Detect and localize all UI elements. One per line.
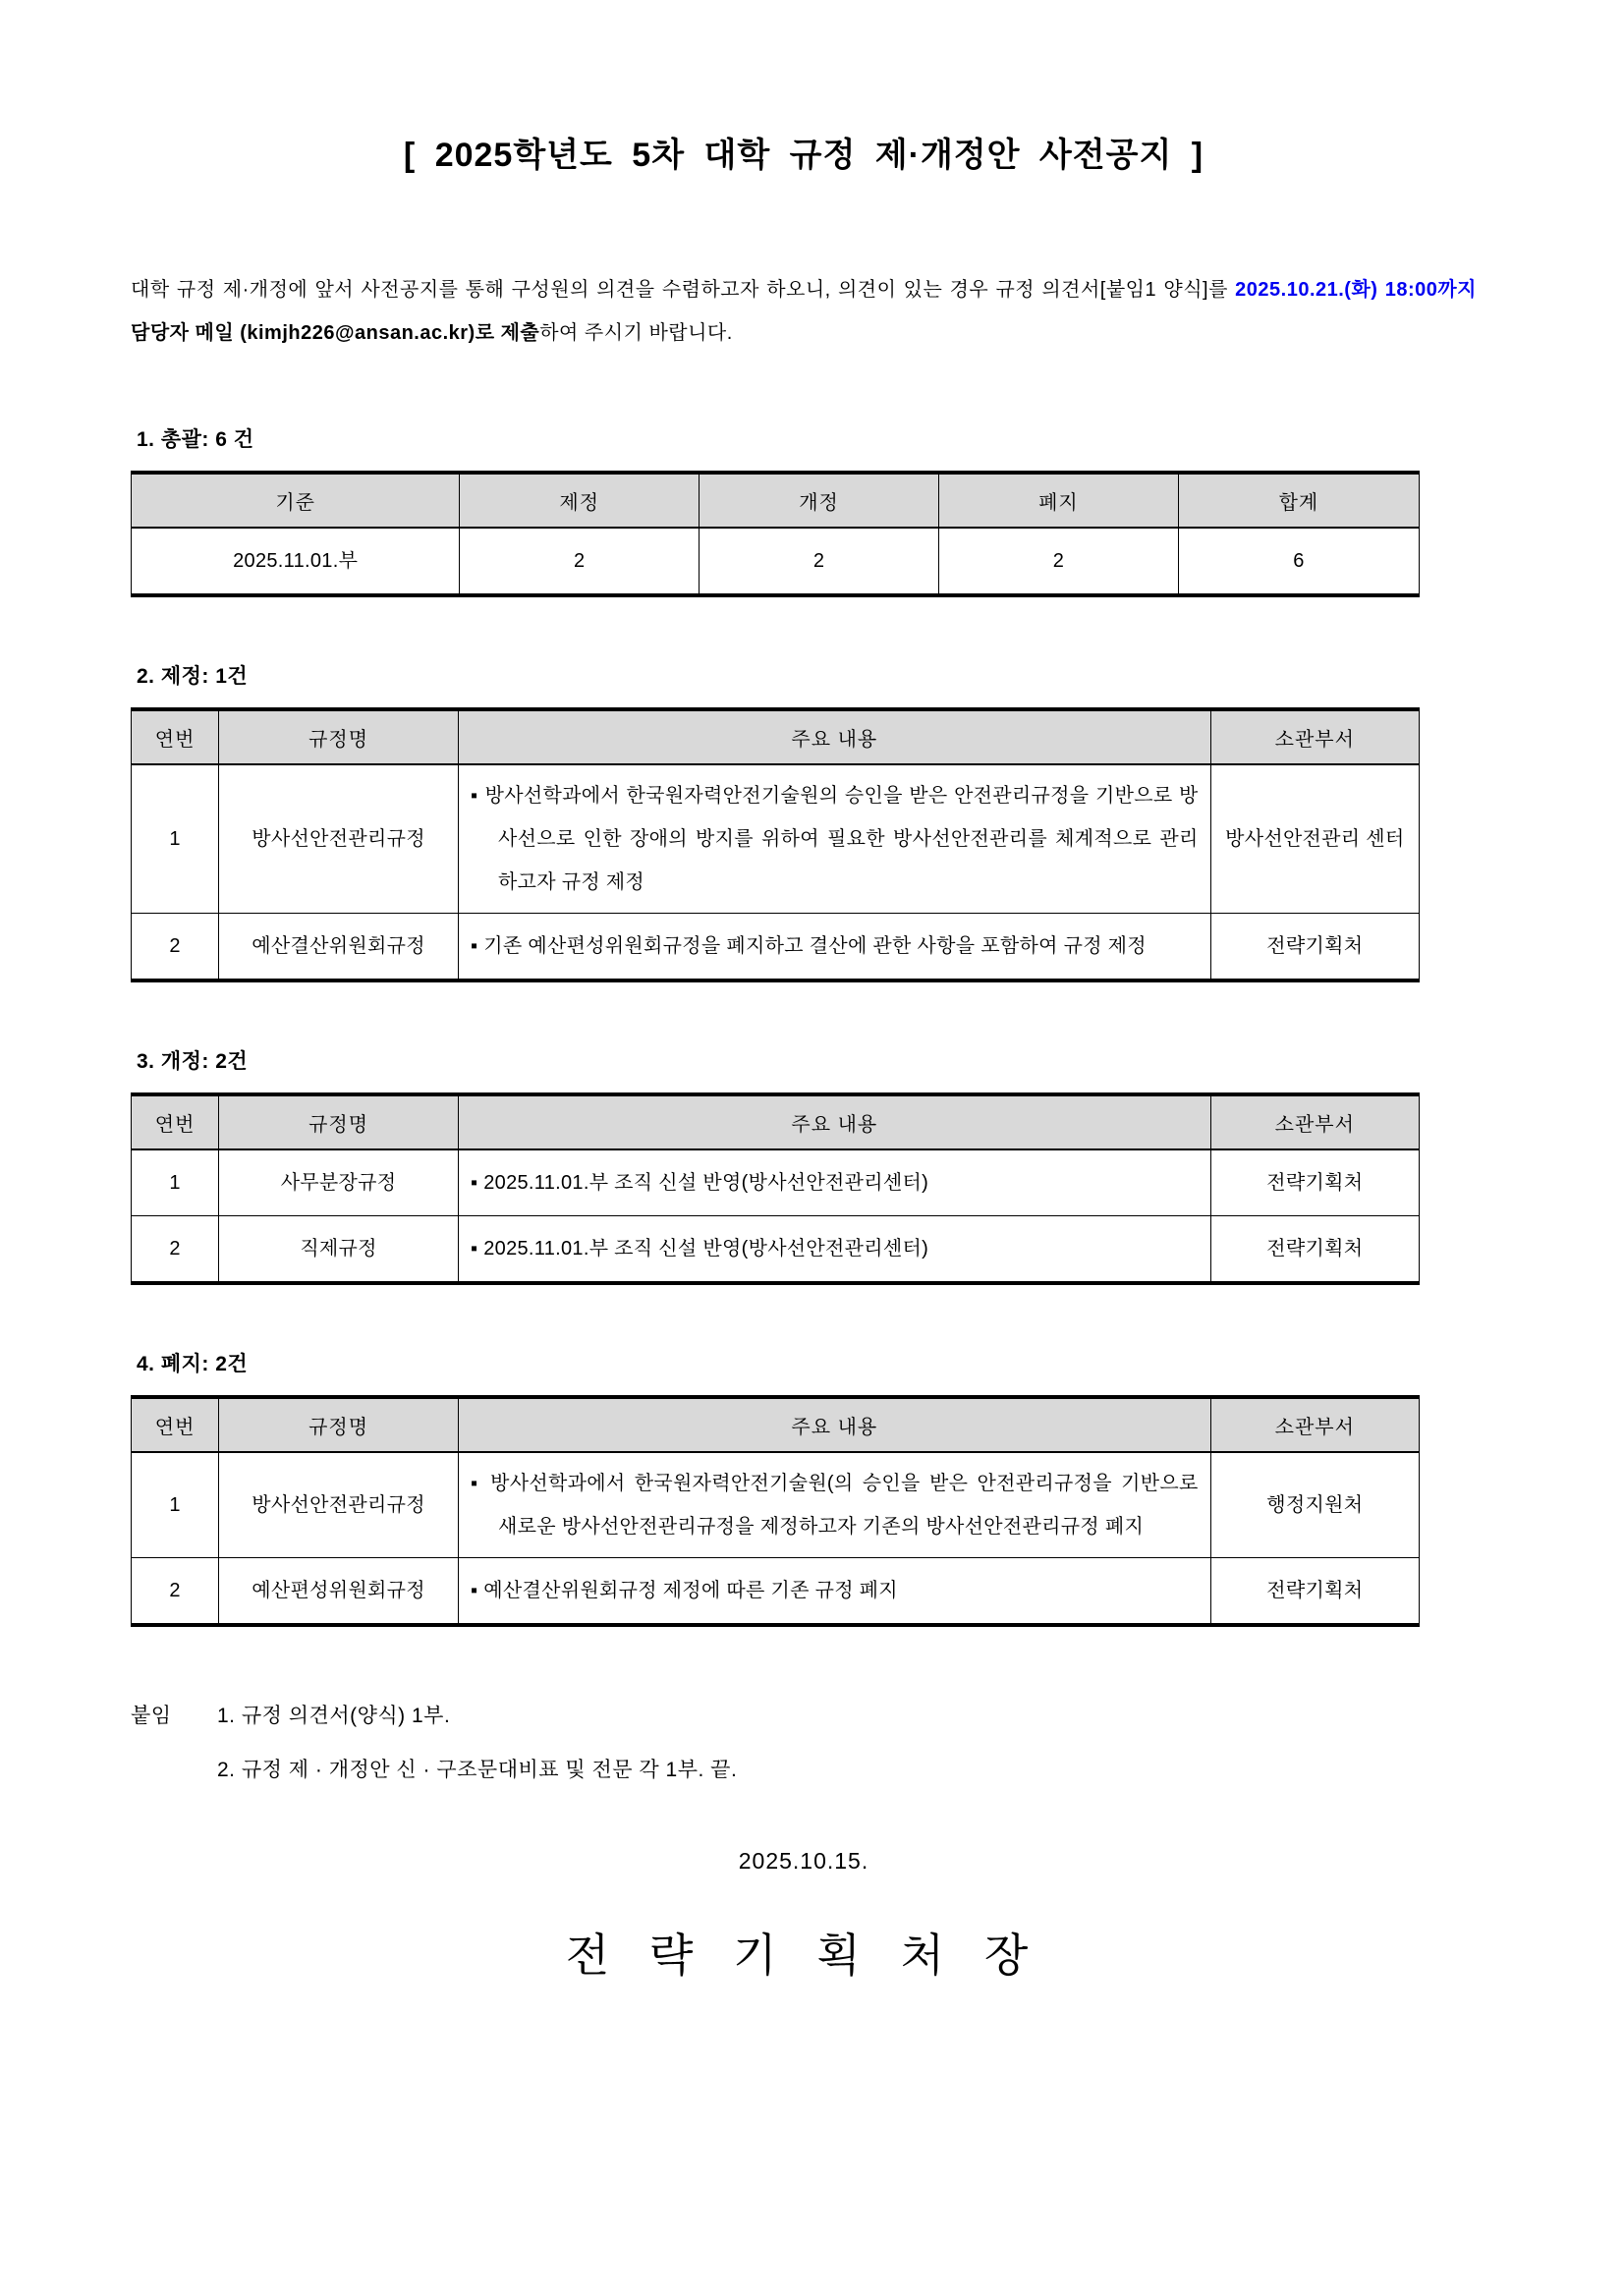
column-header: 연번	[132, 1397, 219, 1452]
table-cell: 1	[132, 764, 219, 914]
column-header: 폐지	[938, 473, 1178, 528]
table-cell: 2	[938, 528, 1178, 595]
table-cell: 예산결산위원회규정	[219, 914, 459, 981]
table-cell: 행정지원처	[1210, 1452, 1419, 1558]
table-cell: 1	[132, 1452, 219, 1558]
abolition-table	[131, 1395, 1420, 1627]
table-cell: 방사선안전관리규정	[219, 1452, 459, 1558]
signature-title: 전 략 기 획 처 장	[565, 1930, 1042, 1982]
table-row	[132, 764, 1420, 914]
attachments	[131, 1690, 1477, 1797]
table-cell: 6	[1178, 528, 1419, 595]
table-cell: 2	[132, 1216, 219, 1284]
section-abolition-heading: 4. 폐지: 2건	[137, 1353, 249, 1375]
column-header: 주요 내용	[458, 1397, 1210, 1452]
table-cell: 2	[132, 1558, 219, 1626]
attachments-label-spacer	[131, 1744, 217, 1798]
table-cell: ▪ 방사선학과에서 한국원자력안전기술원의 승인을 받은 안전관리규정을 기반으로 방사선으로 인한 장애의 방지를 위하여 필요한 방사선안전관리를 체계적으로 관리하고자 규정 제정	[458, 764, 1210, 914]
table-cell: ▪ 2025.11.01.부 조직 신설 반영(방사선안전관리센터)	[458, 1149, 1210, 1216]
enactment-table	[131, 707, 1420, 982]
overview-table	[131, 471, 1420, 597]
section-overview-heading: 1. 총괄: 6 건	[137, 428, 254, 451]
section-enactment	[131, 660, 1477, 982]
column-header: 주요 내용	[458, 1094, 1210, 1149]
table-cell: 전략기획처	[1210, 1149, 1419, 1216]
table-row	[132, 1452, 1420, 1558]
table-header-row	[132, 473, 1420, 528]
table-cell: 방사선안전관리 센터	[1210, 764, 1419, 914]
table-cell: ▪ 방사선학과에서 한국원자력안전기술원(의 승인을 받은 안전관리규정을 기반으로 새로운 방사선안전관리규정을 제정하고자 기존의 방사선안전관리규정 폐지	[458, 1452, 1210, 1558]
table-row	[132, 914, 1420, 981]
table-cell: 2025.11.01.부	[132, 528, 460, 595]
attachment-2-text: 2. 규정 제 · 개정안 신 · 구조문대비표 및 전문 각 1부. 끝.	[217, 1758, 738, 1781]
table-header-row	[132, 1397, 1420, 1452]
column-header: 기준	[132, 473, 460, 528]
table-cell: ▪ 기존 예산편성위원회규정을 폐지하고 결산에 관한 사항을 포함하여 규정 제정	[458, 914, 1210, 981]
attachment-line-1	[131, 1690, 1477, 1744]
section-amendment-heading: 3. 개정: 2건	[137, 1050, 249, 1073]
table-cell: 사무분장규정	[219, 1149, 459, 1216]
column-header: 합계	[1178, 473, 1419, 528]
contact-email-text: 담당자 메일 (kimjh226@ansan.ac.kr)로 제출	[131, 322, 540, 344]
table-header-row	[132, 709, 1420, 764]
document-date: 2025.10.15.	[738, 1848, 869, 1875]
column-header: 소관부서	[1210, 1397, 1419, 1452]
table-cell: 전략기획처	[1210, 914, 1419, 981]
table-row	[132, 1558, 1420, 1626]
column-header: 소관부서	[1210, 709, 1419, 764]
table-row	[132, 1216, 1420, 1284]
table-cell: 방사선안전관리규정	[219, 764, 459, 914]
table-row	[132, 528, 1420, 595]
table-cell: 1	[132, 1149, 219, 1216]
column-header: 규정명	[219, 1397, 459, 1452]
table-cell: 직제규정	[219, 1216, 459, 1284]
column-header: 소관부서	[1210, 1094, 1419, 1149]
column-header: 개정	[700, 473, 939, 528]
table-row	[132, 1149, 1420, 1216]
intro-paragraph	[131, 268, 1477, 355]
attachment-1-text: 1. 규정 의견서(양식) 1부.	[217, 1705, 451, 1727]
intro-text-tail: 하여 주시기 바랍니다.	[539, 322, 733, 344]
table-cell: 전략기획처	[1210, 1558, 1419, 1626]
column-header: 제정	[460, 473, 700, 528]
deadline-text: 2025.10.21.(화) 18:00까지	[1235, 279, 1477, 301]
amendment-table	[131, 1092, 1420, 1285]
intro-text-lead: 대학 규정 제·개정에 앞서 사전공지를 통해 구성원의 의견을 수렴하고자 하오니, 의견이 있는 경우 규정 의견서[붙임1 양식]를	[131, 279, 1236, 301]
page-title: [ 2025학년도 5차 대학 규정 제·개정안 사전공지 ]	[403, 137, 1204, 174]
table-cell: 전략기획처	[1210, 1216, 1419, 1284]
table-cell: ▪ 2025.11.01.부 조직 신설 반영(방사선안전관리센터)	[458, 1216, 1210, 1284]
table-cell: ▪ 예산결산위원회규정 제정에 따른 기존 규정 폐지	[458, 1558, 1210, 1626]
attachment-line-2	[131, 1744, 1477, 1798]
section-overview	[131, 423, 1477, 597]
column-header: 연번	[132, 709, 219, 764]
attachments-label: 붙임	[131, 1705, 172, 1727]
column-header: 규정명	[219, 1094, 459, 1149]
table-cell: 2	[460, 528, 700, 595]
section-enactment-heading: 2. 제정: 1건	[137, 665, 249, 688]
column-header: 연번	[132, 1094, 219, 1149]
table-cell: 2	[132, 914, 219, 981]
section-amendment	[131, 1045, 1477, 1285]
section-abolition	[131, 1348, 1477, 1627]
column-header: 주요 내용	[458, 709, 1210, 764]
table-cell: 2	[700, 528, 939, 595]
column-header: 규정명	[219, 709, 459, 764]
table-cell: 예산편성위원회규정	[219, 1558, 459, 1626]
table-header-row	[132, 1094, 1420, 1149]
